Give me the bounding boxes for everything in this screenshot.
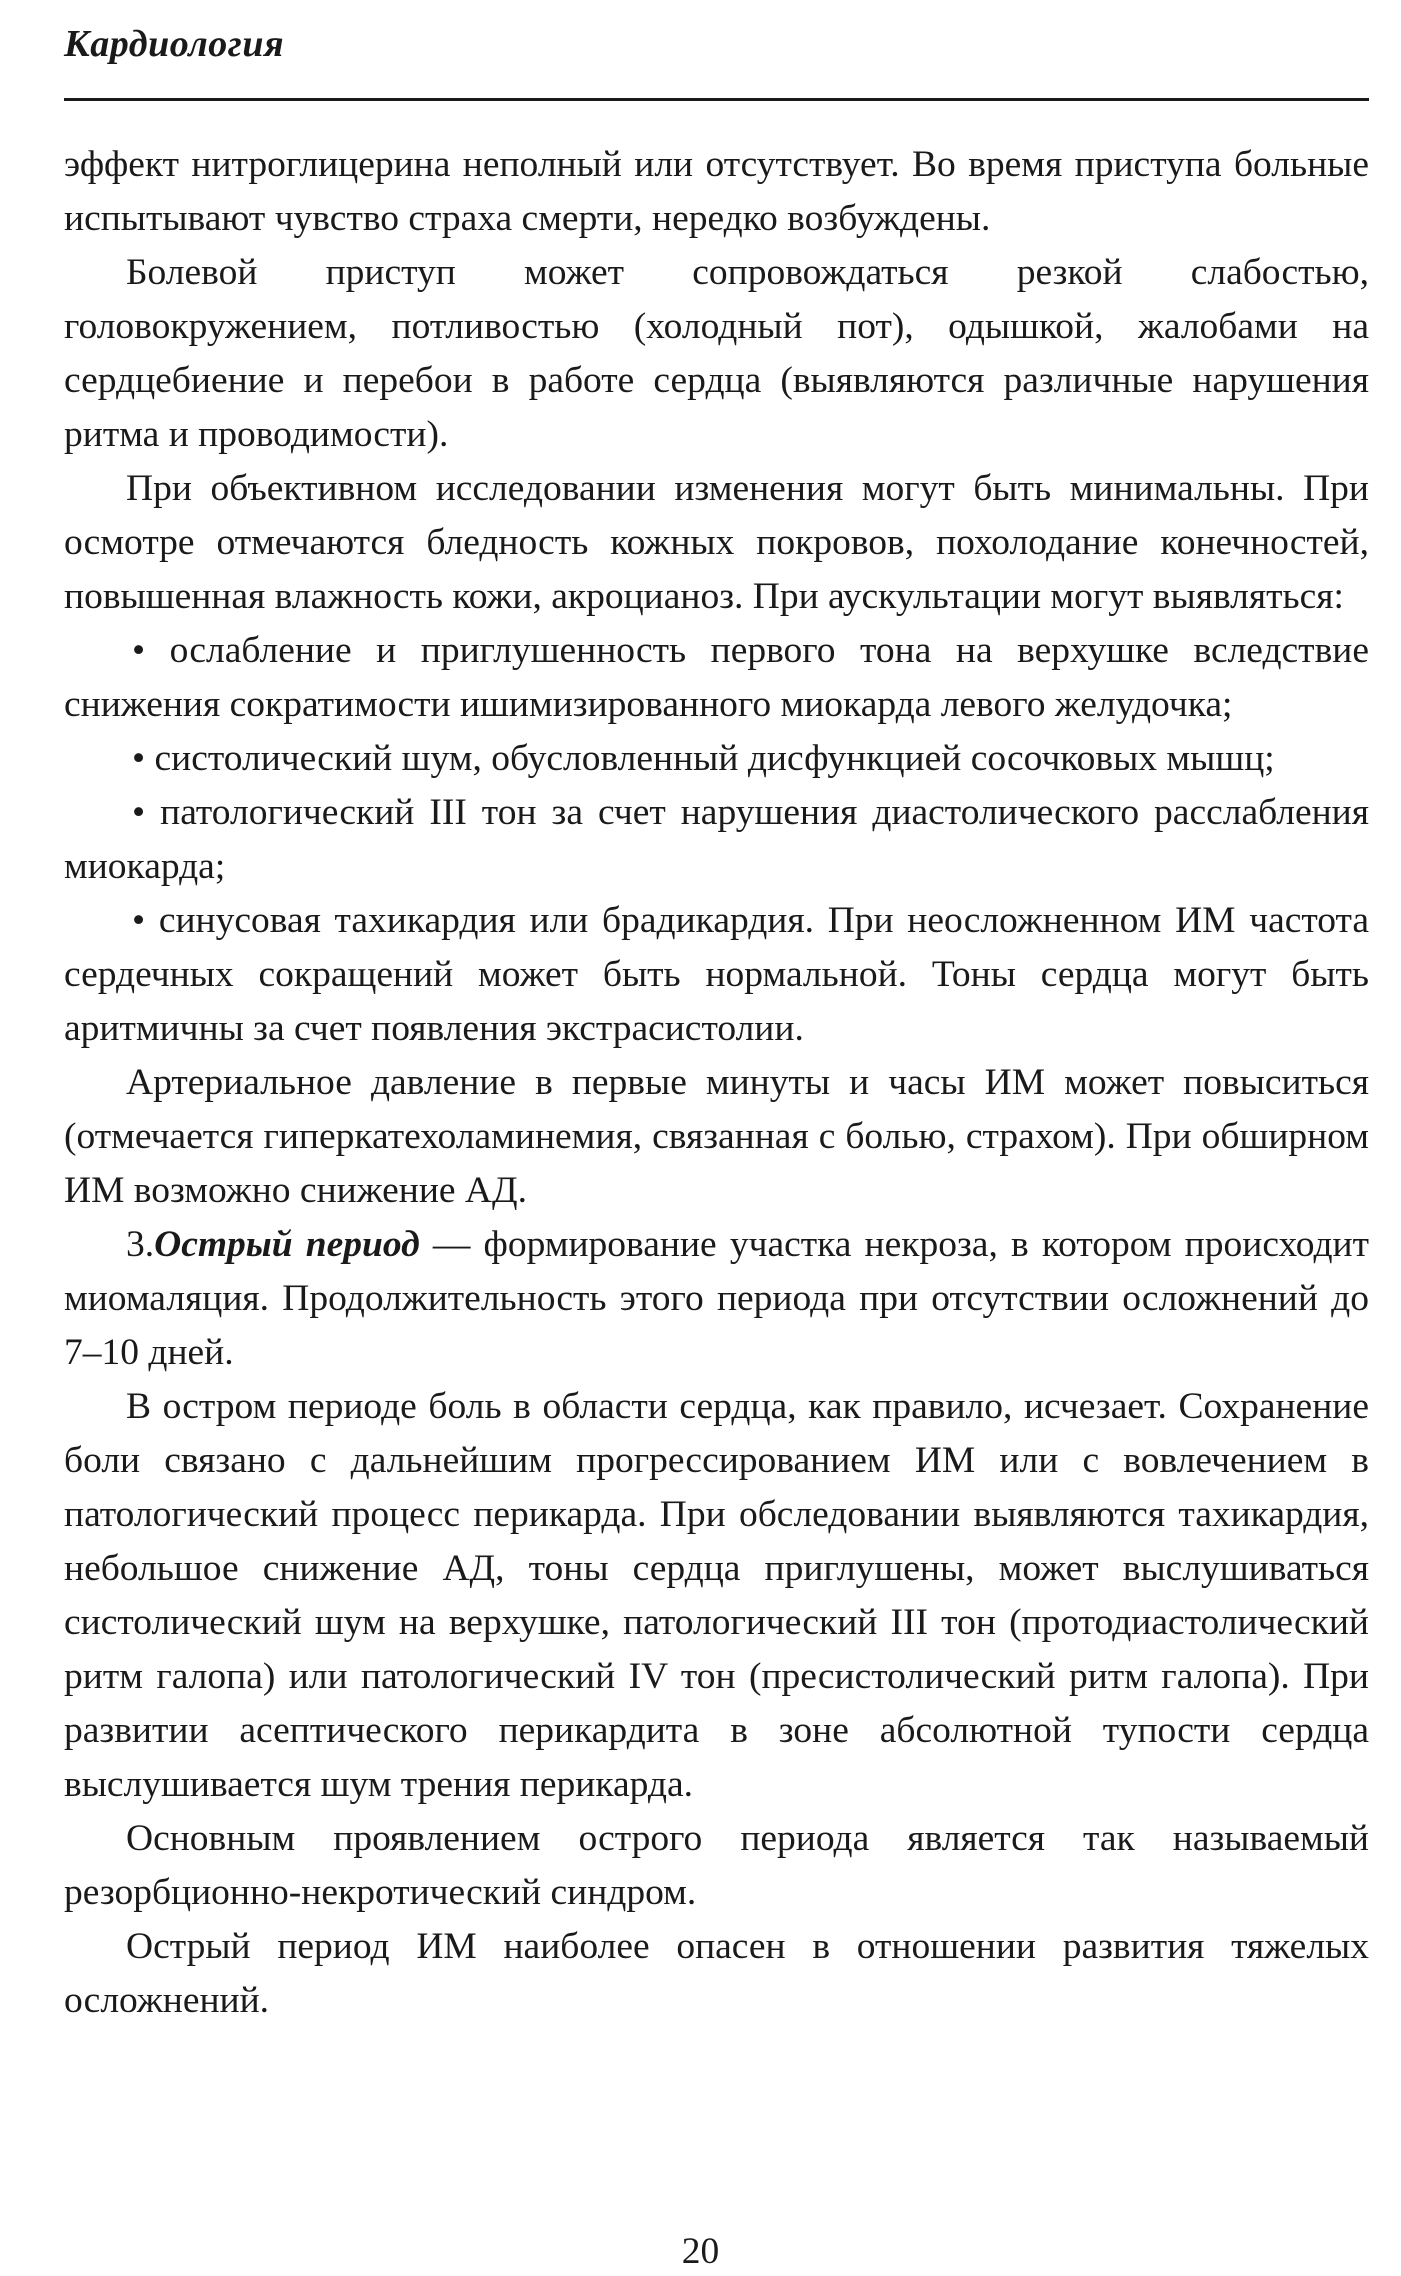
header-rule bbox=[64, 98, 1369, 101]
paragraph: При объективном исследовании изменения могут быть минимальны. При осмотре отмечаются бледность кожных покровов, похолодание конечностей, повышенная влажность кожи, акроцианоз. При аускультации могут выявляться: bbox=[64, 468, 1369, 617]
bullet-item: • патологический III тон за счет нарушения диастолического расслабления миокарда; bbox=[64, 792, 1369, 887]
bullet-item: • систолический шум, обусловленный дисфункцией сосочковых мышц; bbox=[132, 738, 1275, 779]
paragraph: Основным проявлением острого периода является так называемый резорбционно-некротический синдром. bbox=[64, 1818, 1369, 1913]
paragraph: Болевой приступ может сопровождаться резкой слабостью, головокружением, потливостью (холодный пот), одышкой, жалобами на сердцебиение и перебои в работе сердца (выявляются различные нарушения ритма и проводимости). bbox=[64, 252, 1369, 455]
period-name: Острый период bbox=[154, 1224, 420, 1265]
paragraph: Артериальное давление в первые минуты и часы ИМ может повыситься (отмечается гиперкатехоламинемия, связанная с болью, страхом). При обширном ИМ возможно снижение АД. bbox=[64, 1062, 1369, 1211]
page-body-text bbox=[64, 138, 1369, 2028]
running-head-title: Кардиология bbox=[64, 23, 285, 65]
period-number: 3. bbox=[126, 1224, 155, 1265]
paragraph: В остром периоде боль в области сердца, как правило, исчезает. Сохранение боли связано с дальнейшим прогрессированием ИМ или с вовлечением в патологический процесс перикарда. При обследовании выявляются тахикардия, небольшое снижение АД, тоны сердца приглушены, может выслушиваться систолический шум на верхушке, патологический III тон (протодиастолический ритм галопа) или патологический IV тон (пресистолический ритм галопа). При развитии асептического перикардита в зоне абсолютной тупости сердца выслушивается шум трения перикарда. bbox=[64, 1386, 1369, 1805]
bullet-item: • синусовая тахикардия или брадикардия. При неосложненном ИМ частота сердечных сокращений может быть нормальной. Тоны сердца могут быть аритмичны за счет появления экстрасистолии. bbox=[64, 900, 1369, 1049]
paragraph-acute-period bbox=[64, 1218, 1369, 1380]
bullet-item: • ослабление и приглушенность первого тона на верхушке вследствие снижения сократимости ишимизированного миокарда левого желудочка; bbox=[64, 630, 1369, 725]
period-description: — формирование участка некроза, в котором происходит миомаляция. Продолжительность этого периода при отсутствии осложнений до 7–10 дней. bbox=[64, 1224, 1369, 1373]
paragraph: эффект нитроглицерина неполный или отсутствует. Во время приступа больные испытывают чувство страха смерти, нередко возбуждены. bbox=[64, 144, 1369, 239]
paragraph: Острый период ИМ наиболее опасен в отношении развития тяжелых осложнений. bbox=[64, 1926, 1369, 2021]
page-number: 20 bbox=[681, 2231, 720, 2272]
